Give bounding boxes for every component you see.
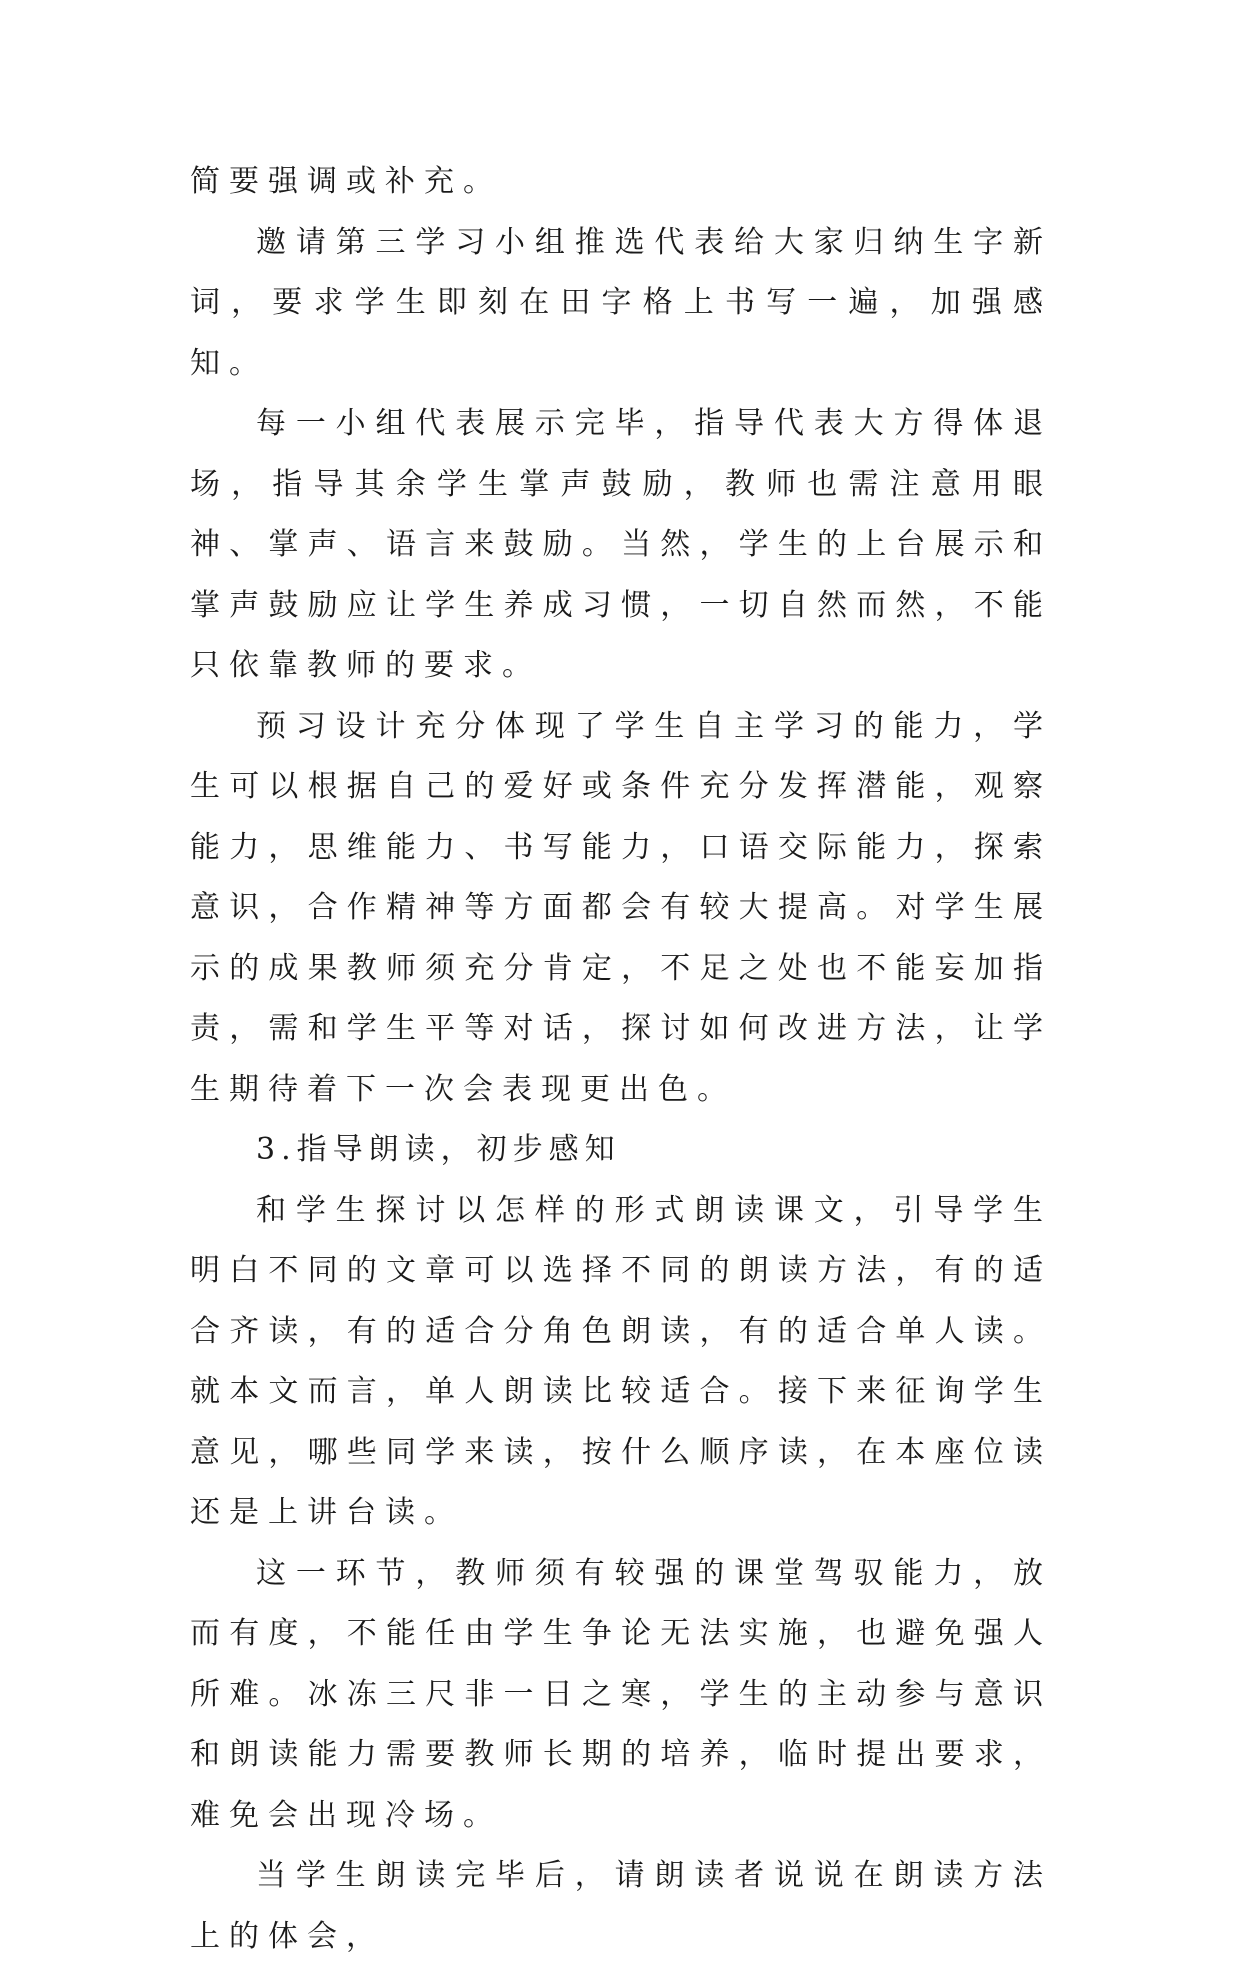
- paragraph-2: 邀请第三学习小组推选代表给大家归纳生字新词，要求学生即刻在田字格上书写一遍，加强感知。: [190, 224, 1052, 381]
- paragraph-1: 简要强调或补充。: [190, 164, 502, 199]
- paragraph-5: 和学生探讨以怎样的形式朗读课文，引导学生明白不同的文章可以选择不同的朗读方法，有的适合齐读，有的适合分角色朗读，有的适合单人读。就本文而言，单人朗读比较适合。接下来征询学生意见，哪些同学来读，按什么顺序读，在本座位读还是上讲台读。: [190, 1192, 1052, 1530]
- document-page: [190, 152, 1052, 1967]
- paragraph-6: 这一环节，教师须有较强的课堂驾驭能力，放而有度，不能任由学生争论无法实施，也避免强人所难。冰冻三尺非一日之寒，学生的主动参与意识和朗读能力需要教师长期的培养，临时提出要求，难免会出现冷场。: [190, 1555, 1052, 1833]
- paragraph-3: 每一小组代表展示完毕，指导代表大方得体退场，指导其余学生掌声鼓励，教师也需注意用眼神、掌声、语言来鼓励。当然，学生的上台展示和掌声鼓励应让学生养成习惯，一切自然而然，不能只依靠教师的要求。: [190, 406, 1052, 683]
- paragraph-7: 当学生朗读完毕后，请朗读者说说在朗读方法上的体会，: [190, 1858, 1052, 1954]
- section-heading: 3.指导朗读，初步感知: [256, 1132, 621, 1167]
- paragraph-4: 预习设计充分体现了学生自主学习的能力，学生可以根据自己的爱好或条件充分发挥潜能，观察能力，思维能力、书写能力，口语交际能力，探索意识，合作精神等方面都会有较大提高。对学生展示的成果教师须充分肯定，不足之处也不能妄加指责，需和学生平等对话，探讨如何改进方法，让学生期待着下一次会表现更出色。: [190, 708, 1052, 1107]
